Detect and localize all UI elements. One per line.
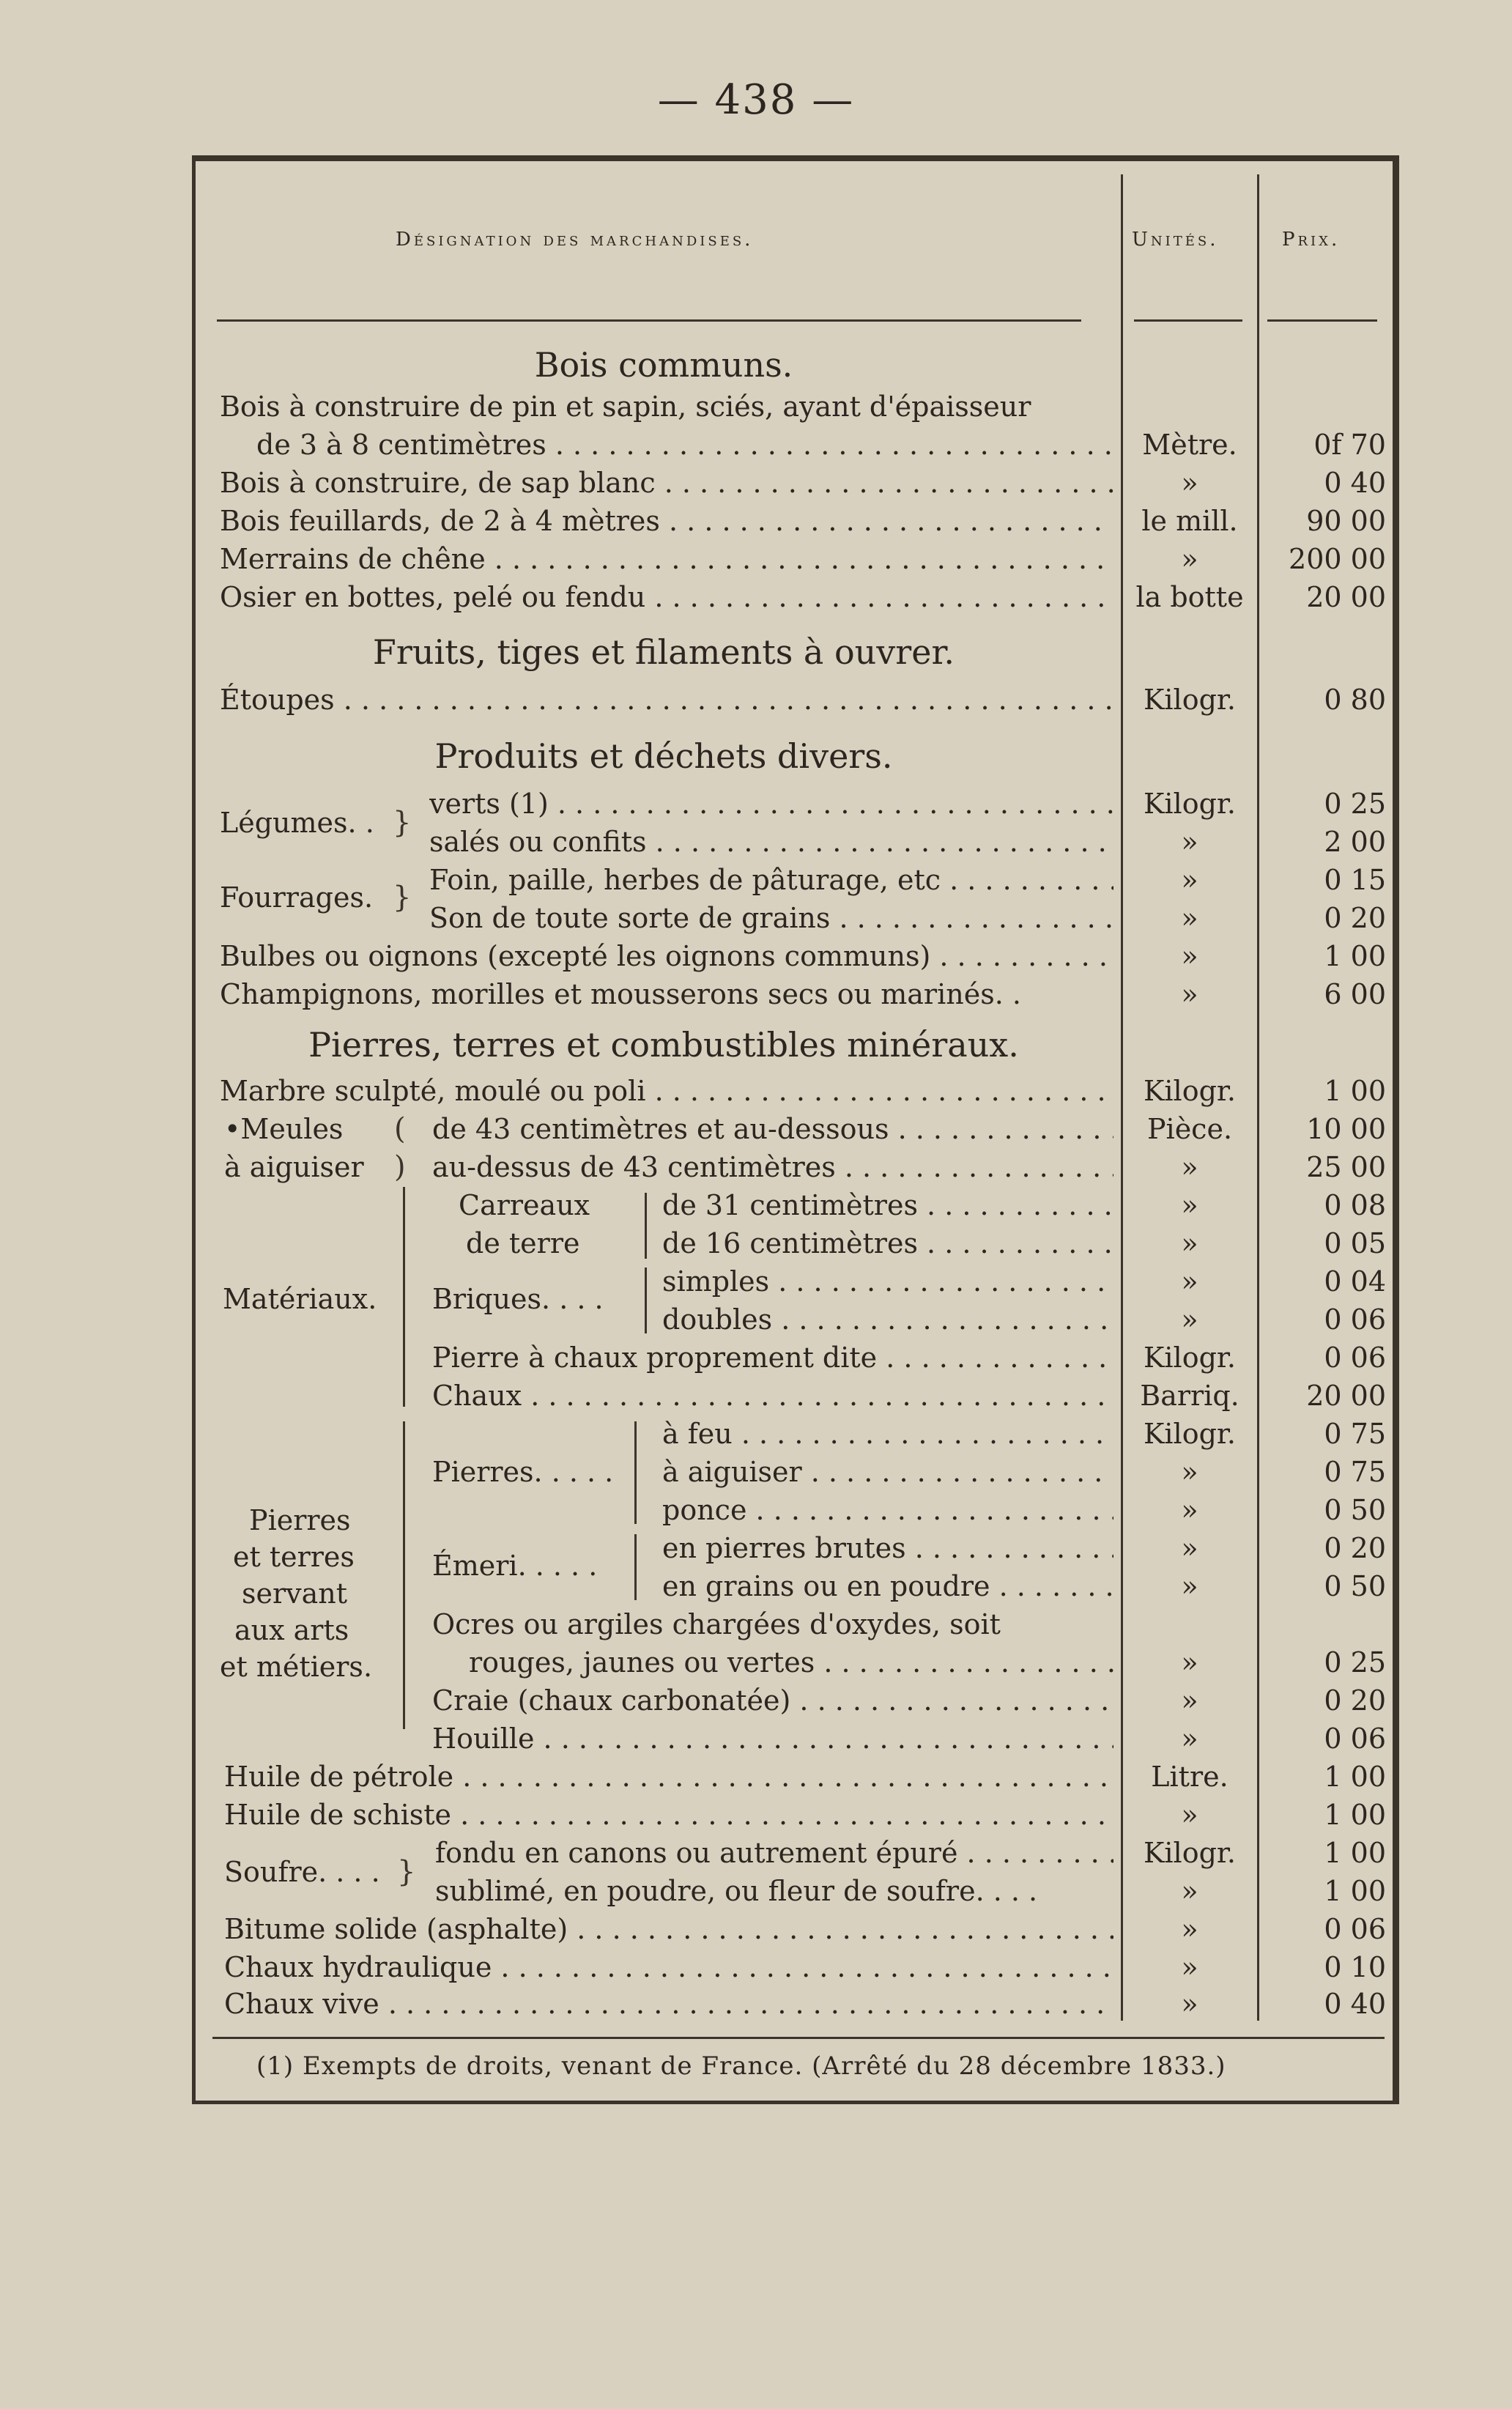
row-price: 0 06 bbox=[1324, 1722, 1386, 1755]
row-unit: » bbox=[1181, 1951, 1198, 1983]
section-produits: Produits et déchets divers. bbox=[434, 736, 893, 776]
row-price: 0 10 bbox=[1324, 1951, 1386, 1983]
row-unit: » bbox=[1181, 864, 1198, 896]
row-price: 1 00 bbox=[1324, 1837, 1386, 1869]
row-unit: Kilogr. bbox=[1144, 684, 1236, 716]
group-materiaux: Matériaux. bbox=[223, 1283, 377, 1315]
row-desc: de 43 centimètres et au-dessous . . . bbox=[432, 1111, 1113, 1147]
row-price: 200 00 bbox=[1289, 543, 1386, 575]
row-unit: Mètre. bbox=[1142, 429, 1237, 461]
row-desc: verts (1) . . . bbox=[429, 785, 1113, 822]
row-unit: Kilogr. bbox=[1144, 1342, 1236, 1374]
row-unit: Kilogr. bbox=[1144, 1418, 1236, 1450]
row-price: 0 50 bbox=[1324, 1570, 1386, 1602]
row-desc: Huile de schiste . . . bbox=[224, 1796, 1113, 1833]
footnote: (1) Exempts de droits, venant de France. (Arrêté du 28 décembre 1833.) bbox=[256, 2051, 1226, 2081]
row-price: 1 00 bbox=[1324, 1799, 1386, 1831]
row-unit: Barriq. bbox=[1140, 1380, 1239, 1412]
row-unit: » bbox=[1181, 1988, 1198, 2020]
row-price: 20 00 bbox=[1306, 1380, 1386, 1412]
brace-fourrages: } bbox=[393, 881, 412, 914]
row-desc: Pierre à chaux proprement dite . . . bbox=[432, 1339, 1113, 1376]
brace-pierres-sub bbox=[634, 1421, 637, 1524]
row-price: 25 00 bbox=[1306, 1151, 1386, 1183]
page-number: — 438 — bbox=[657, 76, 855, 124]
brace-meules-bottom: ) bbox=[394, 1150, 406, 1184]
group-meules-line2: à aiguiser bbox=[224, 1151, 364, 1183]
row-desc: Marbre sculpté, moulé ou poli . . . bbox=[220, 1073, 1113, 1109]
section-pierres: Pierres, terres et combustibles minéraux. bbox=[308, 1025, 1019, 1065]
row-unit: » bbox=[1181, 1227, 1198, 1259]
section-bois: Bois communs. bbox=[534, 345, 793, 385]
row-desc: Bois à construire de pin et sapin, sciés, ayant d'épaisseur bbox=[220, 391, 1031, 423]
row-price: 0 75 bbox=[1324, 1418, 1386, 1450]
row-unit: » bbox=[1181, 1684, 1198, 1717]
row-desc: Chaux vive . . . bbox=[224, 1986, 1113, 2022]
row-price: 0 75 bbox=[1324, 1456, 1386, 1488]
row-unit: » bbox=[1181, 1456, 1198, 1488]
row-desc: en pierres brutes . . . bbox=[662, 1530, 1113, 1566]
row-unit: le mill. bbox=[1141, 505, 1238, 537]
group-pts-line5: et métiers. bbox=[220, 1651, 373, 1683]
group-soufre: Soufre. . . . bbox=[224, 1856, 380, 1888]
row-desc: Merrains de chêne . . . bbox=[220, 541, 1113, 577]
row-price: 0 40 bbox=[1324, 1988, 1386, 2020]
row-price: 20 00 bbox=[1306, 581, 1386, 613]
row-unit: la botte bbox=[1135, 581, 1244, 613]
row-price: 0 40 bbox=[1324, 467, 1386, 499]
row-unit: Kilogr. bbox=[1144, 788, 1236, 820]
row-desc: salés ou confits . . . bbox=[429, 824, 1113, 860]
row-price: 10 00 bbox=[1306, 1113, 1386, 1145]
row-desc: fondu en canons ou autrement épuré . . . bbox=[435, 1835, 1113, 1871]
brace-carreaux bbox=[645, 1193, 647, 1259]
group-pts-line1: Pierres bbox=[249, 1504, 351, 1536]
row-unit: » bbox=[1181, 1265, 1198, 1298]
group-pts-line3: servant bbox=[242, 1577, 348, 1610]
row-unit: Kilogr. bbox=[1144, 1837, 1236, 1869]
row-unit: » bbox=[1181, 1875, 1198, 1907]
brace-pts bbox=[403, 1421, 405, 1729]
row-desc: Huile de pétrole . . . bbox=[224, 1758, 1113, 1795]
row-unit: » bbox=[1181, 1646, 1198, 1679]
row-price: 1 00 bbox=[1324, 1075, 1386, 1107]
row-desc: Champignons, morilles et mousserons secs ou marinés. . bbox=[220, 978, 1021, 1010]
row-desc: sublimé, en poudre, ou fleur de soufre. . . . bbox=[435, 1875, 1038, 1907]
row-desc: Bois à construire, de sap blanc . . . bbox=[220, 465, 1113, 501]
group-emeri: Émeri. . . . . bbox=[432, 1550, 598, 1582]
row-desc: de 31 centimètres . . . bbox=[662, 1187, 1113, 1224]
row-price: 6 00 bbox=[1324, 978, 1386, 1010]
row-desc: Houille . . . bbox=[432, 1720, 1113, 1757]
row-price: 0 25 bbox=[1324, 788, 1386, 820]
row-desc: Foin, paille, herbes de pâturage, etc . . . bbox=[429, 862, 1113, 898]
row-unit: » bbox=[1181, 1722, 1198, 1755]
row-unit: » bbox=[1181, 902, 1198, 934]
row-desc: à feu . . . bbox=[662, 1416, 1113, 1452]
brace-meules: ( bbox=[394, 1112, 406, 1146]
row-desc: en grains ou en poudre . . . bbox=[662, 1568, 1113, 1605]
row-price: 0 20 bbox=[1324, 1532, 1386, 1564]
footnote-rule bbox=[212, 2037, 1385, 2039]
row-unit: Litre. bbox=[1151, 1761, 1228, 1793]
header-unites: Unités. bbox=[1132, 229, 1219, 251]
row-price: 2 00 bbox=[1324, 826, 1386, 858]
brace-materiaux bbox=[403, 1187, 405, 1407]
row-desc: Osier en bottes, pelé ou fendu . . . bbox=[220, 579, 1113, 615]
row-unit: » bbox=[1181, 1303, 1198, 1336]
row-desc: ponce . . . bbox=[662, 1492, 1113, 1528]
row-unit: » bbox=[1181, 826, 1198, 858]
row-desc: simples . . . bbox=[662, 1263, 1113, 1300]
group-carreaux-line2: de terre bbox=[466, 1227, 580, 1259]
row-unit: » bbox=[1181, 467, 1198, 499]
group-meules-line1: •Meules bbox=[224, 1113, 344, 1145]
row-price: 0 06 bbox=[1324, 1303, 1386, 1336]
row-unit: » bbox=[1181, 1532, 1198, 1564]
row-unit: Pièce. bbox=[1146, 1113, 1233, 1145]
row-desc: au-dessus de 43 centimètres . . . bbox=[432, 1149, 1113, 1185]
section-fruits: Fruits, tiges et filaments à ouvrer. bbox=[372, 632, 955, 672]
row-desc: Craie (chaux carbonatée) . . . bbox=[432, 1682, 1113, 1719]
row-desc: Chaux . . . bbox=[432, 1377, 1113, 1414]
group-briques: Briques. . . . bbox=[432, 1283, 604, 1315]
row-price: 0 06 bbox=[1324, 1342, 1386, 1374]
row-desc: de 16 centimètres . . . bbox=[662, 1225, 1113, 1262]
row-price: 1 00 bbox=[1324, 940, 1386, 972]
row-price: 0 20 bbox=[1324, 902, 1386, 934]
row-desc: doubles . . . bbox=[662, 1301, 1113, 1338]
row-price: 0 20 bbox=[1324, 1684, 1386, 1717]
header-designation: Désignation des marchandises. bbox=[396, 229, 754, 251]
row-unit: » bbox=[1181, 1151, 1198, 1183]
row-desc: Bulbes ou oignons (excepté les oignons communs) . . . bbox=[220, 938, 1113, 974]
row-price: 0 04 bbox=[1324, 1265, 1386, 1298]
row-price: 0 06 bbox=[1324, 1913, 1386, 1945]
row-unit: » bbox=[1181, 940, 1198, 972]
row-desc: Chaux hydraulique . . . bbox=[224, 1949, 1113, 1986]
row-price: 0 50 bbox=[1324, 1494, 1386, 1526]
group-carreaux-line1: Carreaux bbox=[459, 1189, 590, 1221]
row-unit: » bbox=[1181, 543, 1198, 575]
row-price: 0 80 bbox=[1324, 684, 1386, 716]
row-unit: » bbox=[1181, 1189, 1198, 1221]
row-price: 0 25 bbox=[1324, 1646, 1386, 1679]
brace-soufre: } bbox=[397, 1855, 416, 1889]
row-price: 0 05 bbox=[1324, 1227, 1386, 1259]
row-unit: Kilogr. bbox=[1144, 1075, 1236, 1107]
group-pierres-sub: Pierres. . . . . bbox=[432, 1456, 614, 1488]
group-legumes: Légumes. . bbox=[220, 807, 374, 839]
row-desc: à aiguiser . . . bbox=[662, 1454, 1113, 1490]
row-price: 0 15 bbox=[1324, 864, 1386, 896]
row-unit: » bbox=[1181, 1494, 1198, 1526]
group-pts-line4: aux arts bbox=[234, 1614, 349, 1646]
group-fourrages: Fourrages. bbox=[220, 881, 374, 914]
row-unit: » bbox=[1181, 978, 1198, 1010]
row-desc: rouges, jaunes ou vertes . . . bbox=[469, 1644, 1113, 1681]
row-unit: » bbox=[1181, 1913, 1198, 1945]
header-prix: Prix. bbox=[1282, 229, 1341, 251]
row-price: 90 00 bbox=[1306, 505, 1386, 537]
row-desc: Ocres ou argiles chargées d'oxydes, soit bbox=[432, 1608, 1001, 1640]
row-price: 0 08 bbox=[1324, 1189, 1386, 1221]
row-desc: de 3 à 8 centimètres . . . bbox=[256, 426, 1113, 463]
row-unit: » bbox=[1181, 1799, 1198, 1831]
brace-briques bbox=[645, 1268, 647, 1333]
row-desc: Son de toute sorte de grains . . . bbox=[429, 900, 1113, 936]
group-pts-line2: et terres bbox=[233, 1541, 355, 1573]
brace-legumes: } bbox=[393, 806, 412, 840]
row-desc: Bitume solide (asphalte) . . . bbox=[224, 1911, 1113, 1947]
row-desc: Bois feuillards, de 2 à 4 mètres . . . bbox=[220, 503, 1113, 539]
row-price: 1 00 bbox=[1324, 1761, 1386, 1793]
row-unit: » bbox=[1181, 1570, 1198, 1602]
row-price: 0f 70 bbox=[1313, 429, 1386, 461]
brace-emeri bbox=[634, 1534, 637, 1600]
row-desc: Étoupes . . . bbox=[220, 681, 1113, 718]
row-price: 1 00 bbox=[1324, 1875, 1386, 1907]
